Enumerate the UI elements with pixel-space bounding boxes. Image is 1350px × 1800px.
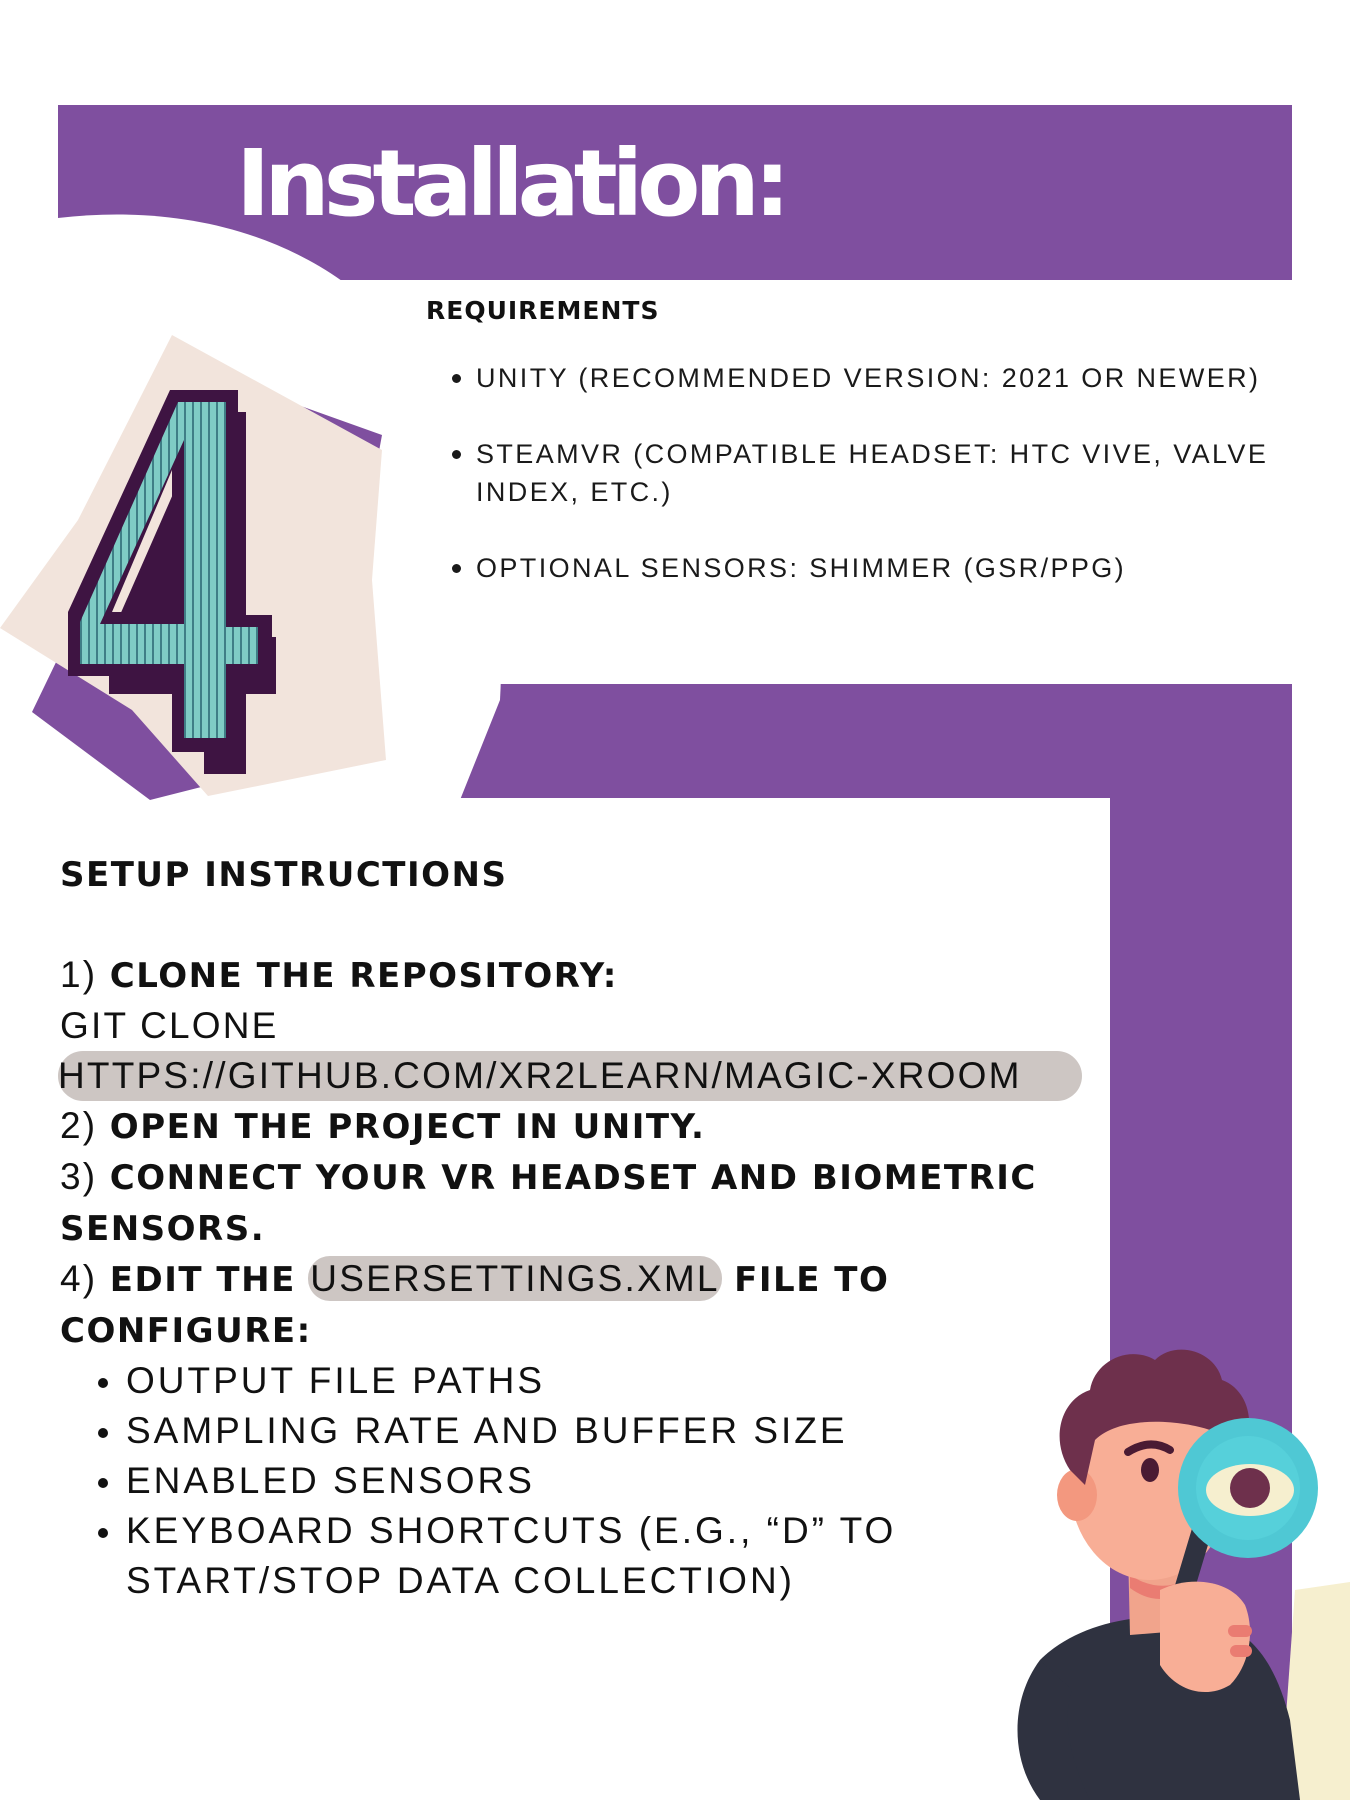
setup-steps bbox=[60, 950, 1100, 1606]
eye bbox=[1141, 1458, 1159, 1482]
list-item: STEAMVR (COMPATIBLE HEADSET: HTC VIVE, VALVE INDEX, ETC.) bbox=[426, 435, 1296, 511]
person-magnifier-illustration bbox=[1000, 1320, 1350, 1800]
requirements-section bbox=[426, 296, 1296, 625]
settings-file-name: USERSETTINGS.XML bbox=[310, 1258, 720, 1299]
list-item: UNITY (RECOMMENDED VERSION: 2021 OR NEWER) bbox=[426, 359, 1296, 397]
finger bbox=[1228, 1625, 1252, 1637]
magnified-pupil bbox=[1230, 1468, 1270, 1508]
repository-url[interactable]: HTTPS://GITHUB.COM/XR2LEARN/MAGIC-XROOM bbox=[58, 1051, 1082, 1101]
step-3-label: CONNECT YOUR VR HEADSET AND BIOMETRIC SENSORS. bbox=[60, 1158, 1037, 1249]
clone-command: GIT CLONE bbox=[60, 1005, 279, 1046]
list-item: ENABLED SENSORS bbox=[60, 1456, 1100, 1506]
setup-section bbox=[60, 850, 1100, 1606]
step-1-label: CLONE THE REPOSITORY: bbox=[109, 956, 618, 996]
requirements-heading: REQUIREMENTS bbox=[426, 296, 660, 325]
page-title: Installation: bbox=[236, 130, 785, 237]
step-1: 1) CLONE THE REPOSITORY: bbox=[60, 954, 618, 996]
requirements-list bbox=[426, 359, 1296, 587]
step-2-label: OPEN THE PROJECT IN UNITY. bbox=[109, 1107, 706, 1147]
setup-heading: SETUP INSTRUCTIONS bbox=[60, 855, 508, 895]
finger bbox=[1230, 1645, 1252, 1657]
step-4: 4) EDIT THE USERSETTINGS.XML FILE TO CONFIGURE: bbox=[60, 1258, 890, 1351]
list-item: SAMPLING RATE AND BUFFER SIZE bbox=[60, 1406, 1100, 1456]
step-2: 2) OPEN THE PROJECT IN UNITY. bbox=[60, 1105, 706, 1147]
list-item: KEYBOARD SHORTCUTS (E.G., “D” TO START/STOP DATA COLLECTION) bbox=[60, 1506, 1100, 1606]
list-item: OPTIONAL SENSORS: SHIMMER (GSR/PPG) bbox=[426, 549, 1296, 587]
config-list bbox=[60, 1356, 1100, 1606]
list-item: OUTPUT FILE PATHS bbox=[60, 1356, 1100, 1406]
step-3: 3) CONNECT YOUR VR HEADSET AND BIOMETRIC SENSORS. bbox=[60, 1156, 1037, 1249]
